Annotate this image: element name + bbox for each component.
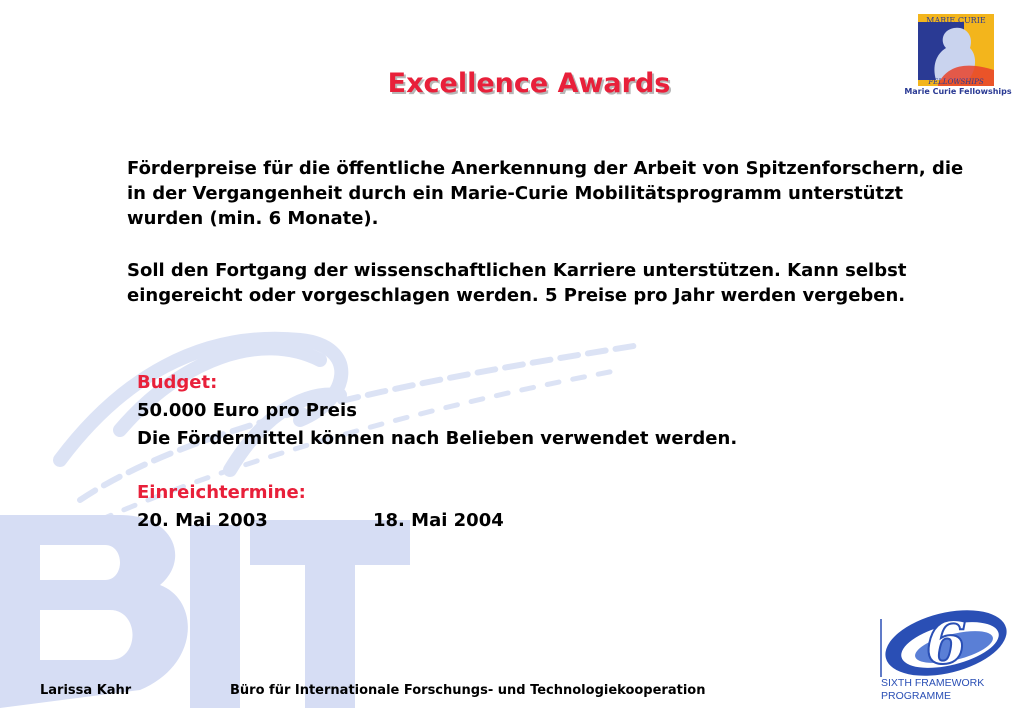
marie-curie-logo [918,14,994,86]
deadline-2004: 18. Mai 2004 [373,510,504,531]
budget-note: Die Fördermittel können nach Belieben verwendet werden. [137,428,738,449]
slide-title: Excellence Awards [387,68,671,99]
fp6-caption [881,677,1009,703]
marie-curie-logo-subtitle: FELLOWSHIPS [928,78,984,86]
description-paragraph-1: Förderpreise für die öffentliche Anerkennung der Arbeit von Spitzenforschern, die in der Vergangenheit durch ein Marie-Curie Mobilitätsprogramm unterstützt wurden (min. 6 Monate). [127,158,964,229]
footer-author: Larissa Kahr [40,683,132,698]
deadlines-label: Einreichtermine: [137,482,306,503]
fp6-caption-line-1: SIXTH FRAMEWORK [881,677,985,689]
budget-amount: 50.000 Euro pro Preis [137,400,357,421]
deadlines-section [137,479,957,535]
fp6-logo [880,605,1010,677]
budget-label: Budget: [137,372,218,393]
budget-section [137,369,957,453]
fp6-logo-number: 6 [925,609,967,677]
marie-curie-logo-title: MARIE CURIE [926,16,986,25]
footer-organization: Büro für Internationale Forschungs- und Technologiekooperation [230,683,706,698]
fp6-caption-line-2: PROGRAMME [881,690,952,702]
description-paragraph-2: Soll den Fortgang der wissenschaftlichen Karriere unterstützen. Kann selbst eingereicht oder vorgeschlagen werden. 5 Preise pro Jahr werden vergeben. [127,260,907,306]
deadline-2003: 20. Mai 2003 [137,510,268,531]
marie-curie-caption: Marie Curie Fellowships [904,87,1012,96]
deadlines-row [137,507,957,535]
